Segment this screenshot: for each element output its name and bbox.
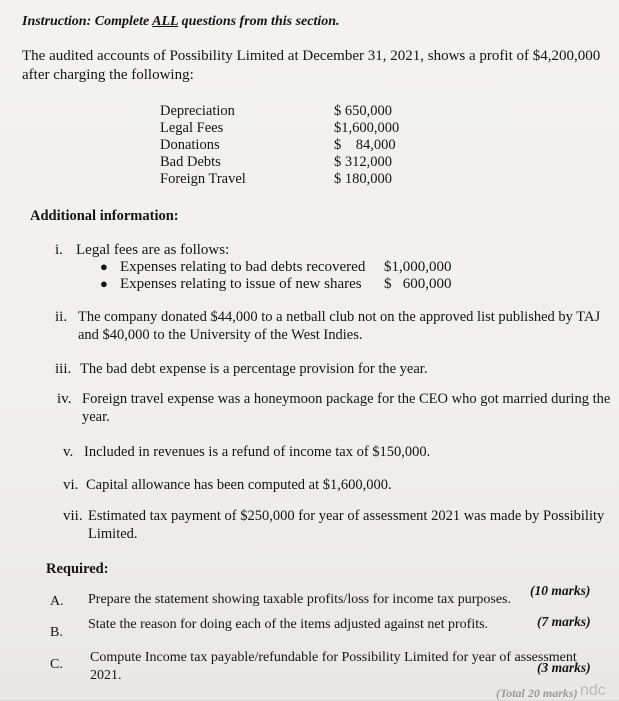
charge-label: Bad Debts bbox=[160, 154, 221, 170]
required-a-letter: A. bbox=[50, 594, 64, 609]
charge-amount: $1,600,000 bbox=[334, 120, 400, 136]
info-vii-number: vii. bbox=[63, 508, 83, 524]
intro-line-2: after charging the following: bbox=[22, 67, 194, 83]
legal-fee-amount: $1,000,000 bbox=[384, 259, 452, 275]
legal-fee-item: Expenses relating to issue of new shares bbox=[120, 276, 362, 292]
instruction-line bbox=[22, 14, 340, 30]
required-b-text: State the reason for doing each of the items adjusted against net profits. bbox=[88, 617, 489, 632]
required-a-text: Prepare the statement showing taxable profits/loss for income tax purposes. bbox=[88, 592, 512, 607]
required-c-letter: C. bbox=[50, 657, 63, 672]
charge-amount: $ 180,000 bbox=[334, 171, 392, 187]
required-c-marks: (3 marks) bbox=[537, 660, 591, 675]
charge-label: Legal Fees bbox=[160, 120, 224, 136]
legal-fee-item: Expenses relating to bad debts recovered bbox=[120, 259, 366, 275]
info-iii-number: iii. bbox=[55, 361, 72, 377]
watermark: ndc bbox=[580, 682, 606, 699]
info-ii-line-1: The company donated $44,000 to a netball club not on the approved list published by TAJ bbox=[78, 309, 601, 325]
charge-label: Donations bbox=[160, 137, 220, 153]
charge-amount: $ 650,000 bbox=[334, 103, 392, 119]
total-marks: (Total 20 marks) bbox=[496, 686, 578, 700]
instruction-emphasis: ALL bbox=[152, 14, 179, 29]
instruction-prefix: Instruction: Complete bbox=[22, 14, 153, 29]
bullet-icon: ● bbox=[100, 259, 108, 274]
info-i-text: Legal fees are as follows: bbox=[76, 242, 230, 258]
charge-label: Foreign Travel bbox=[160, 171, 246, 187]
required-heading: Required: bbox=[46, 561, 109, 577]
info-vii-line-2: Limited. bbox=[88, 526, 138, 542]
intro-line-1: The audited accounts of Possibility Limited at December 31, 2021, shows a profit of $4,200,000 bbox=[22, 48, 601, 64]
legal-fee-amount: $ 600,000 bbox=[384, 276, 452, 292]
required-c-line-1: Compute Income tax payable/refundable for Possibility Limited for year of assessment bbox=[90, 650, 577, 665]
info-v-text: Included in revenues is a refund of income tax of $150,000. bbox=[84, 444, 431, 460]
info-ii-line-2: and $40,000 to the University of the West Indies. bbox=[78, 327, 363, 343]
info-ii-number: ii. bbox=[55, 309, 68, 325]
info-vi-number: vi. bbox=[63, 477, 79, 493]
info-v-number: v. bbox=[63, 444, 74, 460]
required-c-line-2: 2021. bbox=[90, 668, 122, 683]
info-vi-text: Capital allowance has been computed at $1,600,000. bbox=[86, 477, 392, 493]
charge-amount: $ 84,000 bbox=[334, 137, 396, 153]
charge-amount: $ 312,000 bbox=[334, 154, 392, 170]
info-i-number: i. bbox=[55, 242, 63, 258]
required-a-marks: (10 marks) bbox=[530, 583, 591, 598]
info-iii-text: The bad debt expense is a percentage provision for the year. bbox=[80, 361, 428, 377]
info-iv-line-2: year. bbox=[82, 409, 110, 425]
additional-info-heading: Additional information: bbox=[30, 208, 179, 224]
instruction-suffix: questions from this section. bbox=[178, 14, 340, 29]
info-vii-line-1: Estimated tax payment of $250,000 for year of assessment 2021 was made by Possibility bbox=[88, 508, 605, 524]
info-iv-line-1: Foreign travel expense was a honeymoon package for the CEO who got married during the bbox=[82, 391, 611, 407]
required-b-marks: (7 marks) bbox=[537, 614, 591, 629]
charge-label: Depreciation bbox=[160, 103, 235, 119]
bullet-icon: ● bbox=[100, 276, 108, 291]
info-iv-number: iv. bbox=[57, 391, 72, 407]
required-b-letter: B. bbox=[50, 625, 63, 640]
